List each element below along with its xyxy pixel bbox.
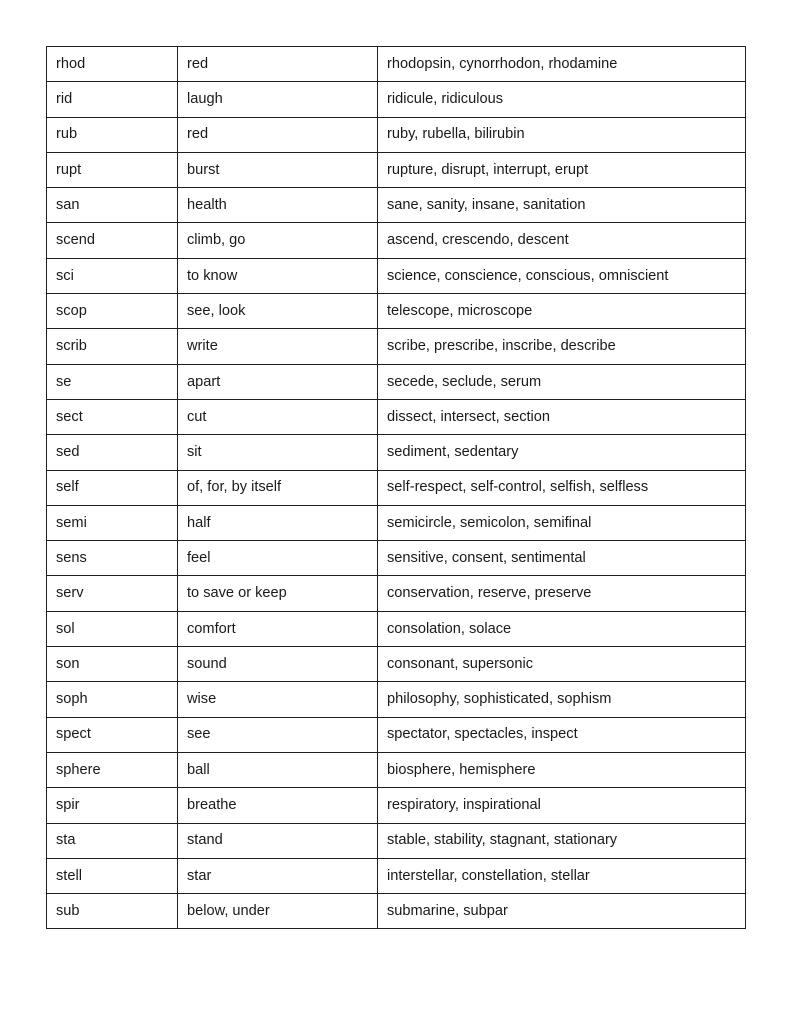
table-row — [47, 717, 746, 752]
table-row — [47, 752, 746, 787]
root-cell: sol — [47, 611, 178, 646]
word-roots-table — [46, 46, 746, 929]
root-cell: sub — [47, 894, 178, 929]
meaning-cell: red — [178, 117, 378, 152]
table-row — [47, 82, 746, 117]
examples-cell: semicircle, semicolon, semifinal — [378, 505, 746, 540]
meaning-cell: star — [178, 858, 378, 893]
meaning-cell: sound — [178, 647, 378, 682]
root-cell: scrib — [47, 329, 178, 364]
table-row — [47, 188, 746, 223]
root-cell: scop — [47, 294, 178, 329]
table-row — [47, 258, 746, 293]
meaning-cell: sit — [178, 435, 378, 470]
root-cell: scend — [47, 223, 178, 258]
root-cell: sphere — [47, 752, 178, 787]
examples-cell: dissect, intersect, section — [378, 399, 746, 434]
examples-cell: science, conscience, conscious, omniscient — [378, 258, 746, 293]
table-row — [47, 576, 746, 611]
root-cell: son — [47, 647, 178, 682]
root-cell: stell — [47, 858, 178, 893]
table-row — [47, 894, 746, 929]
root-cell: sci — [47, 258, 178, 293]
table-row — [47, 152, 746, 187]
root-cell: rupt — [47, 152, 178, 187]
meaning-cell: wise — [178, 682, 378, 717]
meaning-cell: burst — [178, 152, 378, 187]
root-cell: spir — [47, 788, 178, 823]
table-row — [47, 435, 746, 470]
root-cell: spect — [47, 717, 178, 752]
root-cell: rid — [47, 82, 178, 117]
table-row — [47, 329, 746, 364]
examples-cell: consonant, supersonic — [378, 647, 746, 682]
table-row — [47, 647, 746, 682]
examples-cell: conservation, reserve, preserve — [378, 576, 746, 611]
table-row — [47, 117, 746, 152]
word-roots-table-body — [47, 47, 746, 929]
root-cell: sed — [47, 435, 178, 470]
meaning-cell: to save or keep — [178, 576, 378, 611]
meaning-cell: ball — [178, 752, 378, 787]
examples-cell: sediment, sedentary — [378, 435, 746, 470]
root-cell: se — [47, 364, 178, 399]
examples-cell: sane, sanity, insane, sanitation — [378, 188, 746, 223]
root-cell: rub — [47, 117, 178, 152]
root-cell: sect — [47, 399, 178, 434]
table-row — [47, 223, 746, 258]
examples-cell: rupture, disrupt, interrupt, erupt — [378, 152, 746, 187]
meaning-cell: laugh — [178, 82, 378, 117]
meaning-cell: climb, go — [178, 223, 378, 258]
meaning-cell: feel — [178, 541, 378, 576]
root-cell: soph — [47, 682, 178, 717]
meaning-cell: see, look — [178, 294, 378, 329]
table-row — [47, 611, 746, 646]
root-cell: serv — [47, 576, 178, 611]
examples-cell: rhodopsin, cynorrhodon, rhodamine — [378, 47, 746, 82]
table-row — [47, 788, 746, 823]
meaning-cell: breathe — [178, 788, 378, 823]
examples-cell: consolation, solace — [378, 611, 746, 646]
examples-cell: scribe, prescribe, inscribe, describe — [378, 329, 746, 364]
table-row — [47, 505, 746, 540]
table-row — [47, 541, 746, 576]
root-cell: self — [47, 470, 178, 505]
meaning-cell: stand — [178, 823, 378, 858]
table-row — [47, 364, 746, 399]
table-row — [47, 823, 746, 858]
document-page — [46, 46, 745, 929]
meaning-cell: cut — [178, 399, 378, 434]
root-cell: san — [47, 188, 178, 223]
meaning-cell: health — [178, 188, 378, 223]
examples-cell: spectator, spectacles, inspect — [378, 717, 746, 752]
examples-cell: ridicule, ridiculous — [378, 82, 746, 117]
meaning-cell: of, for, by itself — [178, 470, 378, 505]
meaning-cell: half — [178, 505, 378, 540]
table-row — [47, 470, 746, 505]
table-row — [47, 294, 746, 329]
meaning-cell: write — [178, 329, 378, 364]
meaning-cell: below, under — [178, 894, 378, 929]
examples-cell: respiratory, inspirational — [378, 788, 746, 823]
root-cell: semi — [47, 505, 178, 540]
meaning-cell: apart — [178, 364, 378, 399]
root-cell: rhod — [47, 47, 178, 82]
meaning-cell: see — [178, 717, 378, 752]
examples-cell: ascend, crescendo, descent — [378, 223, 746, 258]
meaning-cell: to know — [178, 258, 378, 293]
examples-cell: philosophy, sophisticated, sophism — [378, 682, 746, 717]
examples-cell: interstellar, constellation, stellar — [378, 858, 746, 893]
table-row — [47, 399, 746, 434]
root-cell: sens — [47, 541, 178, 576]
meaning-cell: comfort — [178, 611, 378, 646]
examples-cell: stable, stability, stagnant, stationary — [378, 823, 746, 858]
examples-cell: self-respect, self-control, selfish, selfless — [378, 470, 746, 505]
examples-cell: submarine, subpar — [378, 894, 746, 929]
examples-cell: biosphere, hemisphere — [378, 752, 746, 787]
root-cell: sta — [47, 823, 178, 858]
examples-cell: secede, seclude, serum — [378, 364, 746, 399]
examples-cell: telescope, microscope — [378, 294, 746, 329]
examples-cell: sensitive, consent, sentimental — [378, 541, 746, 576]
examples-cell: ruby, rubella, bilirubin — [378, 117, 746, 152]
table-row — [47, 47, 746, 82]
table-row — [47, 682, 746, 717]
table-row — [47, 858, 746, 893]
meaning-cell: red — [178, 47, 378, 82]
